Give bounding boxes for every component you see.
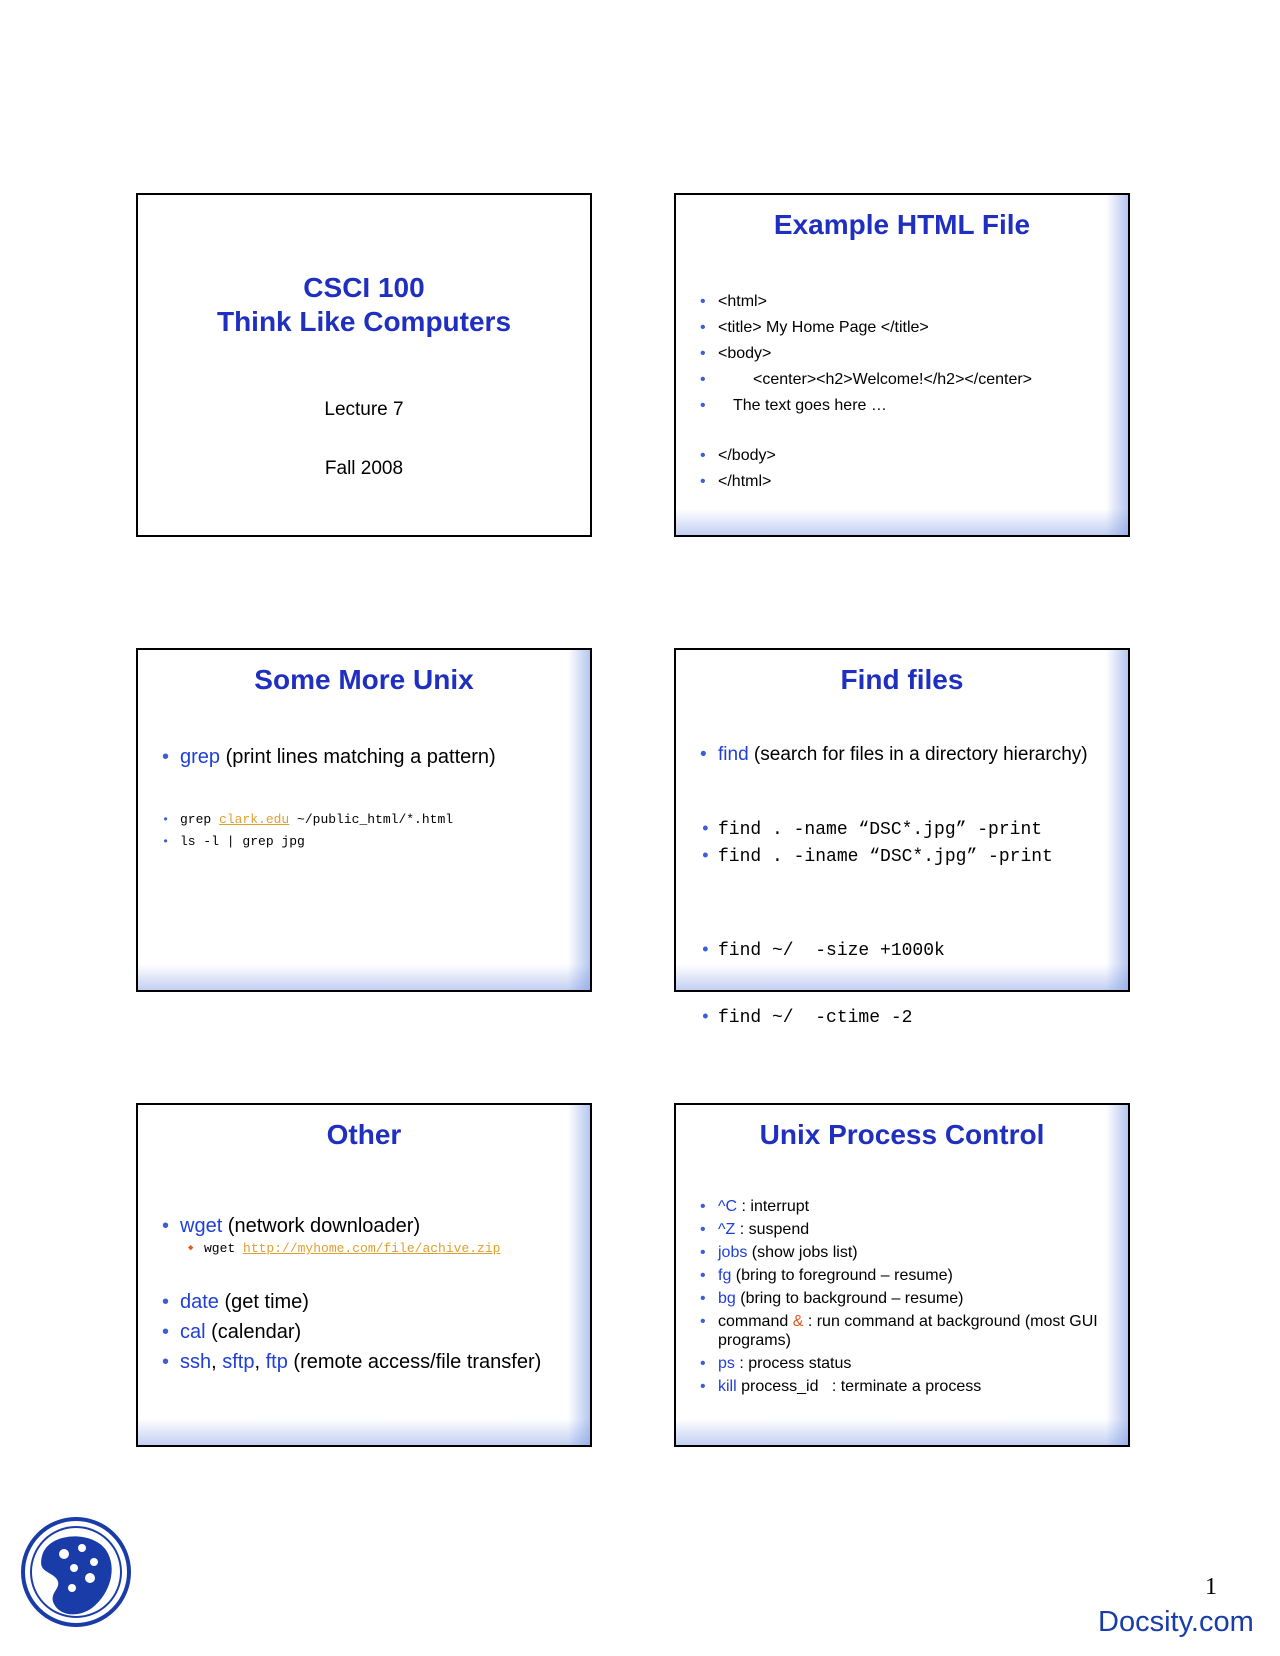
cal-description: (calendar): [205, 1321, 302, 1343]
jobs-command: jobs: [718, 1244, 748, 1261]
html-lines: [700, 291, 1032, 497]
ctrl-z-command: ^Z: [718, 1221, 736, 1238]
item-description: (bring to foreground – resume): [731, 1267, 953, 1284]
achive-zip-link[interactable]: http://myhome.com/file/achive.zip: [243, 1241, 501, 1256]
ampersand: &: [792, 1313, 804, 1330]
list-item: [162, 1215, 420, 1238]
date-description: (get time): [218, 1291, 309, 1313]
brand-link[interactable]: Docsity.com: [1098, 1606, 1254, 1638]
list-item: [700, 1289, 1120, 1308]
list-item: • </html>: [700, 471, 1032, 497]
item-description: : interrupt: [737, 1198, 810, 1215]
list-item: [162, 746, 496, 769]
slide-other: [136, 1103, 592, 1447]
item-description: (bring to background – resume): [735, 1290, 964, 1307]
slide-title: Unix Process Control: [759, 1119, 1045, 1150]
list-item-text: The text goes here …: [733, 397, 887, 414]
item-description: : suspend: [735, 1221, 810, 1238]
remote-description: (remote access/file transfer): [287, 1351, 542, 1373]
list-item: • find ~/ -ctime -2: [700, 1006, 945, 1033]
sftp-command: sftp: [222, 1351, 255, 1373]
list-item: [162, 1319, 541, 1349]
list-item: [162, 1349, 541, 1379]
list-item: • </body>: [700, 445, 1032, 471]
list-item: [700, 1312, 1120, 1350]
list-item: [700, 1243, 1120, 1262]
item-description: (show jobs list): [747, 1244, 858, 1261]
list-item: • <title> My Home Page </title>: [700, 317, 1032, 343]
ctrl-c-command: ^C: [718, 1198, 738, 1215]
list-item: [700, 369, 1032, 395]
item-description: process_id : terminate a process: [736, 1378, 982, 1395]
list-item: • find ~/ -size +1000k: [700, 939, 945, 966]
slide-cover: [136, 193, 592, 537]
find-command: find: [718, 744, 749, 765]
cover-title-line2: Think Like Computers: [216, 306, 512, 337]
date-command: date: [180, 1291, 219, 1313]
slide-title: Other: [326, 1119, 402, 1150]
cover-lecture: Lecture 7: [324, 399, 404, 420]
slide-title: Example HTML File: [773, 209, 1031, 240]
item-description: : run command at background (most GUI programs): [718, 1313, 1098, 1349]
grep-description: (print lines matching a pattern): [220, 746, 496, 768]
list-item: • ls -l | grep jpg: [162, 832, 453, 854]
cover-title: [138, 271, 590, 339]
docsity-logo-icon: [20, 1516, 132, 1633]
cover-title-line1: CSCI 100: [303, 272, 425, 303]
list-item: [700, 395, 1032, 421]
wget-list: [162, 1215, 420, 1238]
ps-command: ps: [718, 1355, 735, 1372]
slide-title: Find files: [840, 664, 964, 695]
slide-title: Some More Unix: [254, 664, 474, 695]
find-description-list: [700, 744, 1100, 766]
item-text: command: [718, 1313, 793, 1330]
code-text: grep: [180, 812, 220, 827]
ssh-command: ssh: [180, 1351, 212, 1373]
fg-command: fg: [718, 1267, 732, 1284]
grep-examples: [162, 810, 453, 854]
list-item: [700, 1354, 1120, 1373]
process-list: [700, 1197, 1120, 1400]
list-item: [162, 1289, 541, 1319]
list-item: [162, 810, 453, 832]
list-item: • find . -name “DSC*.jpg” -print: [700, 818, 1053, 845]
find-examples-name: [700, 818, 1053, 872]
code-text: ~/public_html/*.html: [289, 812, 454, 827]
ftp-command: ftp: [265, 1351, 288, 1373]
item-description: : process status: [734, 1355, 852, 1372]
list-item: [700, 1266, 1120, 1285]
cover-term: Fall 2008: [324, 458, 404, 479]
grep-command: grep: [180, 746, 221, 768]
slide-find-files: [674, 648, 1130, 1028]
separator: ,: [254, 1351, 266, 1373]
code-text: wget: [204, 1241, 244, 1256]
list-item: • <body>: [700, 343, 1032, 369]
list-item: • <html>: [700, 291, 1032, 317]
clark-edu-link[interactable]: clark.edu: [219, 812, 290, 827]
slide-process-control: [674, 1103, 1130, 1447]
wget-example-list: [188, 1241, 500, 1256]
find-description: (search for files in a directory hierarchy): [748, 744, 1088, 765]
wget-description: (network downloader): [222, 1215, 421, 1237]
list-item: [188, 1241, 500, 1256]
find-examples-size: [700, 899, 945, 1073]
grep-list: [162, 746, 496, 769]
kill-command: kill: [718, 1378, 737, 1395]
list-item: [700, 1220, 1120, 1239]
bg-command: bg: [718, 1290, 736, 1307]
cal-command: cal: [180, 1321, 206, 1343]
wget-command: wget: [180, 1215, 223, 1237]
list-item: [700, 744, 1100, 766]
slide-html-example: [674, 193, 1130, 537]
slide-more-unix: [136, 648, 592, 992]
other-commands-list: [162, 1289, 541, 1379]
page-number: 1: [1205, 1574, 1217, 1600]
list-item: • find . -iname “DSC*.jpg” -print: [700, 845, 1053, 872]
list-item: [700, 1377, 1120, 1396]
separator: ,: [211, 1351, 223, 1373]
list-item: [700, 1197, 1120, 1216]
list-item-text: <center><h2>Welcome!</h2></center>: [753, 371, 1033, 388]
